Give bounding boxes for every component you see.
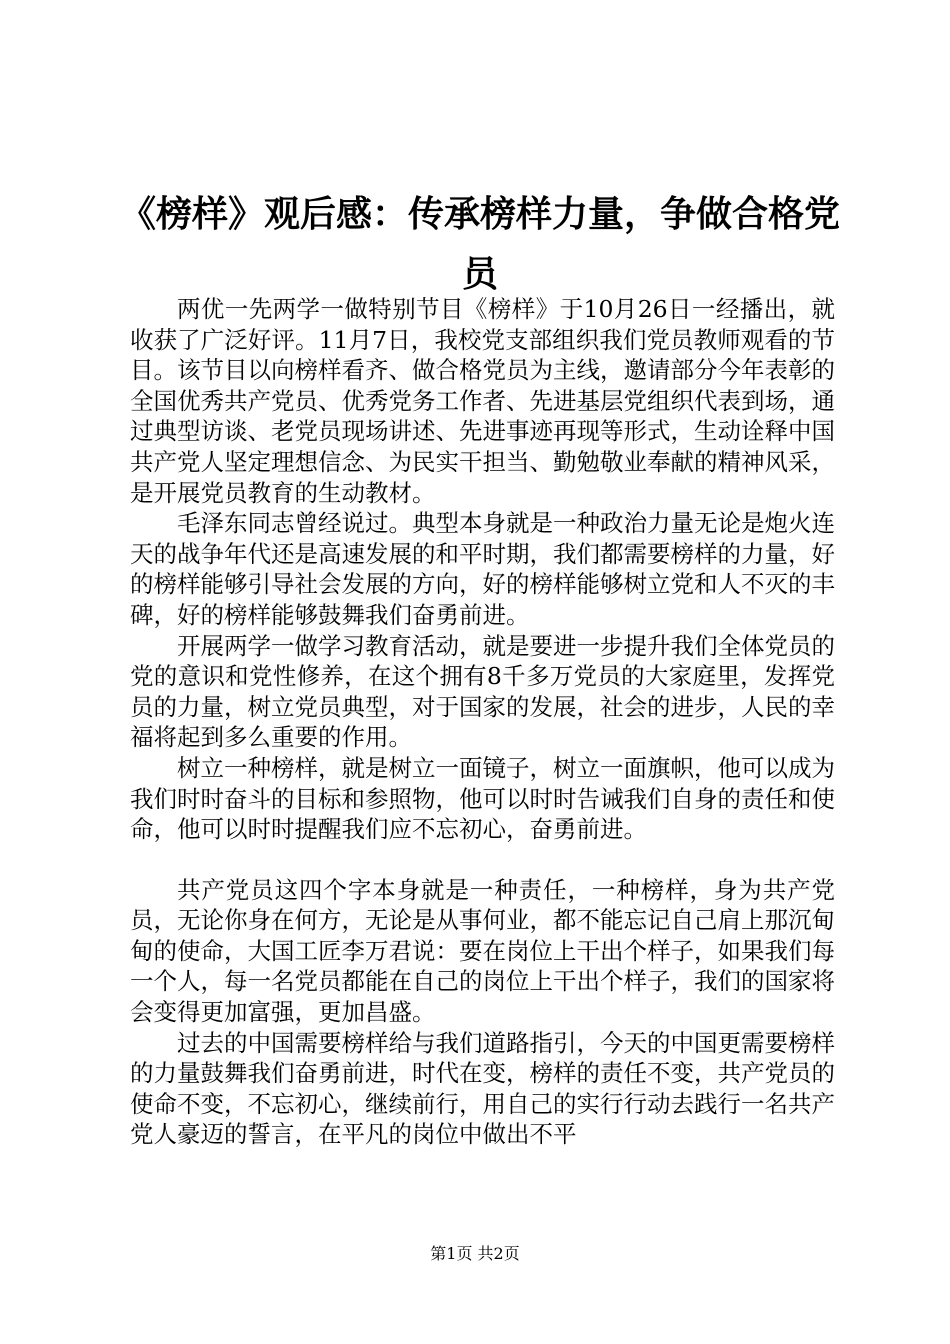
paragraph-2: 毛泽东同志曾经说过。典型本身就是一种政治力量无论是炮火连天的战争年代还是高速发展的和平时期，我们都需要榜样的力量，好的榜样能够引导社会发展的方向，好的榜样能够树立党和人不灭的丰碑，好的榜样能够鼓舞我们奋勇前进。	[130, 509, 835, 629]
paragraph-3: 开展两学一做学习教育活动，就是要进一步提升我们全体党员的党的意识和党性修养，在这个拥有8千多万党员的大家庭里，发挥党员的力量，树立党员典型，对于国家的发展，社会的进步，人民的幸福将起到多么重要的作用。	[130, 631, 835, 752]
page-number-footer: 第1页 共2页	[430, 1244, 520, 1263]
document-title: 《榜样》观后感：传承榜样力量，争做合格党员	[120, 193, 841, 295]
paragraph-5: 共产党员这四个字本身就是一种责任，一种榜样，身为共产党员，无论你身在何方，无论是从事何业，都不能忘记自己肩上那沉甸甸的使命，大国工匠李万君说：要在岗位上干出个样子，如果我们每一个人，每一名党员都能在自己的岗位上干出个样子，我们的国家将会变得更加富强，更加昌盛。	[130, 875, 835, 1027]
document-body	[130, 294, 835, 1150]
paragraph-1: 两优一先两学一做特别节目《榜样》于10月26日一经播出，就收获了广泛好评。11月7日，我校党支部组织我们党员教师观看的节目。该节目以向榜样看齐、做合格党员为主线，邀请部分今年表彰的全国优秀共产党员、优秀党务工作者、先进基层党组织代表到场，通过典型访谈、老党员现场讲述、先进事迹再现等形式，生动诠释中国共产党人坚定理想信念、为民实干担当、勤勉敬业奉献的精神风采，是开展党员教育的生动教材。	[130, 295, 835, 507]
paragraph-4: 树立一种榜样，就是树立一面镜子，树立一面旗帜，他可以成为我们时时奋斗的目标和参照物，他可以时时告诫我们自身的责任和使命，他可以时时提醒我们应不忘初心，奋勇前进。	[130, 753, 835, 844]
paragraph-6: 过去的中国需要榜样给与我们道路指引，今天的中国更需要榜样的力量鼓舞我们奋勇前进，时代在变，榜样的责任不变，共产党员的使命不变，不忘初心，继续前行，用自己的实行行动去践行一名共产党人豪迈的誓言，在平凡的岗位中做出不平	[130, 1028, 835, 1149]
